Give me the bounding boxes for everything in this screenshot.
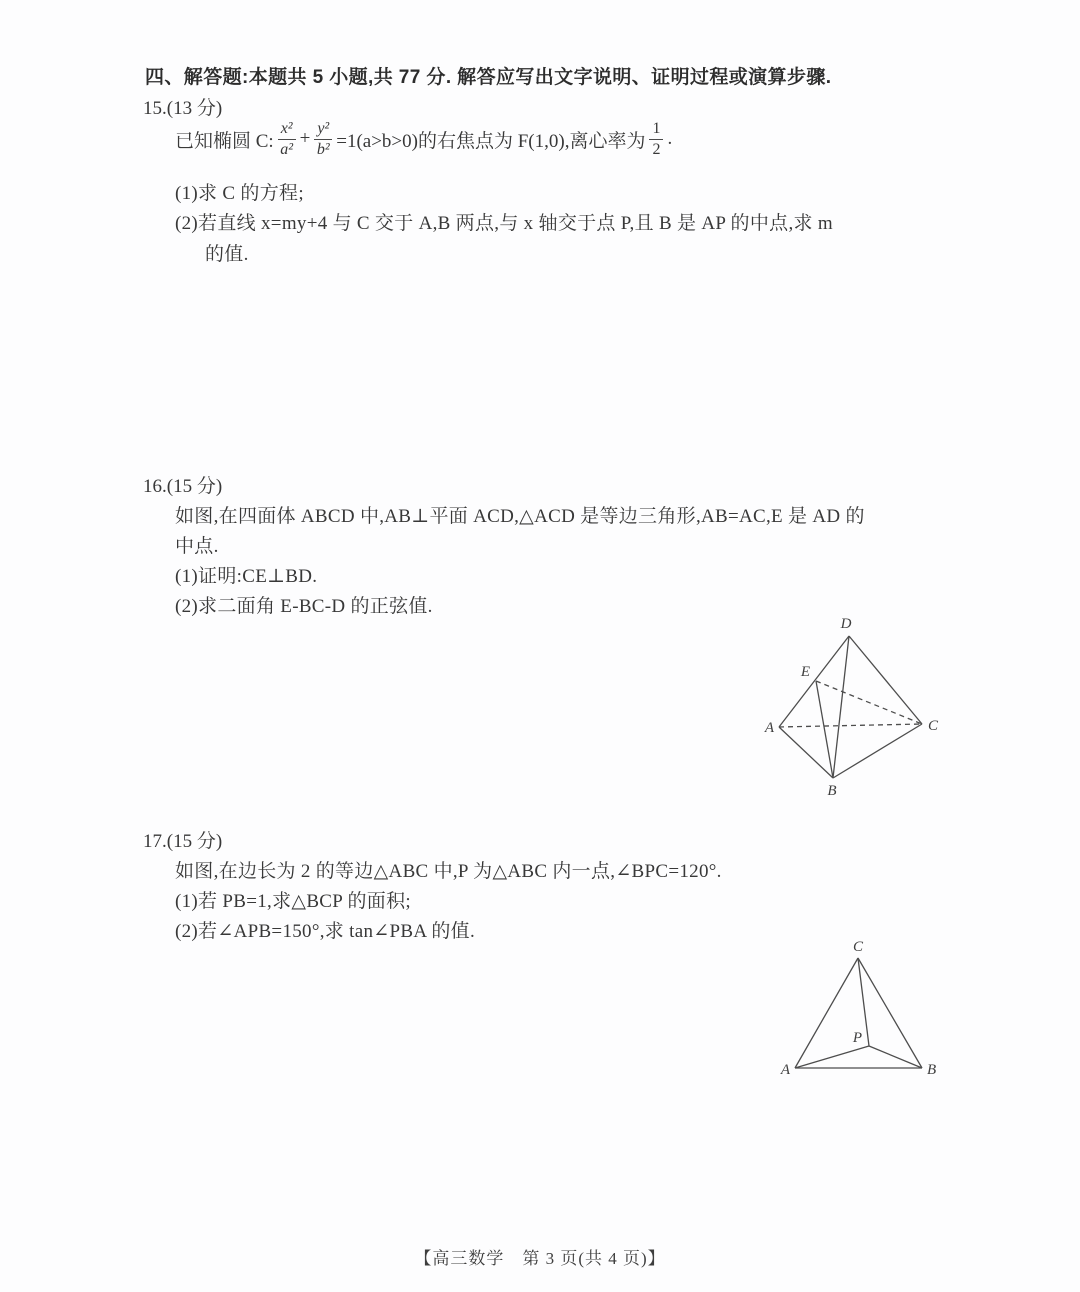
fraction-denominator: b² (316, 140, 330, 158)
edge-AC-dashed (779, 724, 922, 727)
vertex-label-A: A (764, 720, 774, 736)
problem-16-stem-line-2: 中点. (175, 536, 219, 557)
problem-16-part-2: (2)求二面角 E-BC-D 的正弦值. (175, 596, 433, 617)
vertex-label-C: C (852, 939, 864, 955)
point-label-P: P (852, 1030, 862, 1046)
stem-period: . (667, 128, 673, 149)
fraction-denominator: a² (280, 140, 294, 158)
fraction-numerator: x² (278, 120, 296, 140)
edge-EB (816, 681, 833, 778)
fraction-numerator: y² (314, 120, 332, 140)
tetrahedron-figure (753, 612, 988, 807)
stem-prefix: 已知椭圆 C: (175, 130, 274, 152)
fraction-denominator: 2 (652, 140, 661, 158)
vertex-label-B: B (927, 1062, 937, 1078)
fraction-y2-b2 (314, 120, 332, 158)
page-footer: 【高三数学 第 3 页(共 4 页)】 (414, 1249, 666, 1268)
fraction-x2-a2 (278, 120, 296, 158)
problem-16-number: 16.(15 分) (143, 476, 223, 497)
fraction-1-2 (649, 120, 663, 158)
problem-17-stem-line-1: 如图,在边长为 2 的等边△ABC 中,P 为△ABC 内一点,∠BPC=120°. (175, 861, 722, 882)
problem-15-part-2: (2)若直线 x=my+4 与 C 交于 A,B 两点,与 x 轴交于点 P,且 B 是 AP 的中点,求 m (175, 213, 833, 234)
triangle-figure (766, 936, 961, 1086)
vertex-label-C: C (928, 718, 939, 734)
problem-15-number: 15.(13 分) (143, 98, 223, 119)
problem-17-part-2: (2)若∠APB=150°,求 tan∠PBA 的值. (175, 921, 475, 942)
problem-17-part-1: (1)若 PB=1,求△BCP 的面积; (175, 891, 411, 912)
problem-15-stem (175, 112, 672, 166)
problem-16-part-1: (1)证明:CE⊥BD. (175, 566, 318, 587)
vertex-label-E: E (800, 664, 810, 680)
vertex-label-A: A (780, 1062, 790, 1078)
edge-EC-dashed (816, 681, 922, 724)
edge-CB (858, 958, 922, 1068)
vertex-label-B: B (827, 783, 837, 799)
problem-17-number: 17.(15 分) (143, 831, 223, 852)
vertex-label-D: D (840, 616, 852, 632)
plus-operator: + (299, 128, 311, 149)
problem-15-part-1: (1)求 C 的方程; (175, 183, 304, 204)
fraction-numerator: 1 (649, 120, 663, 140)
edge-BC (833, 724, 922, 778)
edge-DB (833, 636, 849, 778)
edge-DC (849, 636, 922, 724)
edge-AD (779, 636, 849, 727)
segment-PB (869, 1046, 922, 1068)
problem-15-part-2-continuation: 的值. (205, 244, 249, 265)
section-header: 四、解答题:本题共 5 小题,共 77 分. 解答应写出文字说明、证明过程或演算步骤. (145, 67, 832, 88)
problem-16-stem-line-1: 如图,在四面体 ABCD 中,AB⊥平面 ACD,△ACD 是等边三角形,AB=AC,E 是 AD 的 (175, 506, 865, 527)
stem-middle: =1(a>b>0)的右焦点为 F(1,0),离心率为 (336, 130, 646, 152)
